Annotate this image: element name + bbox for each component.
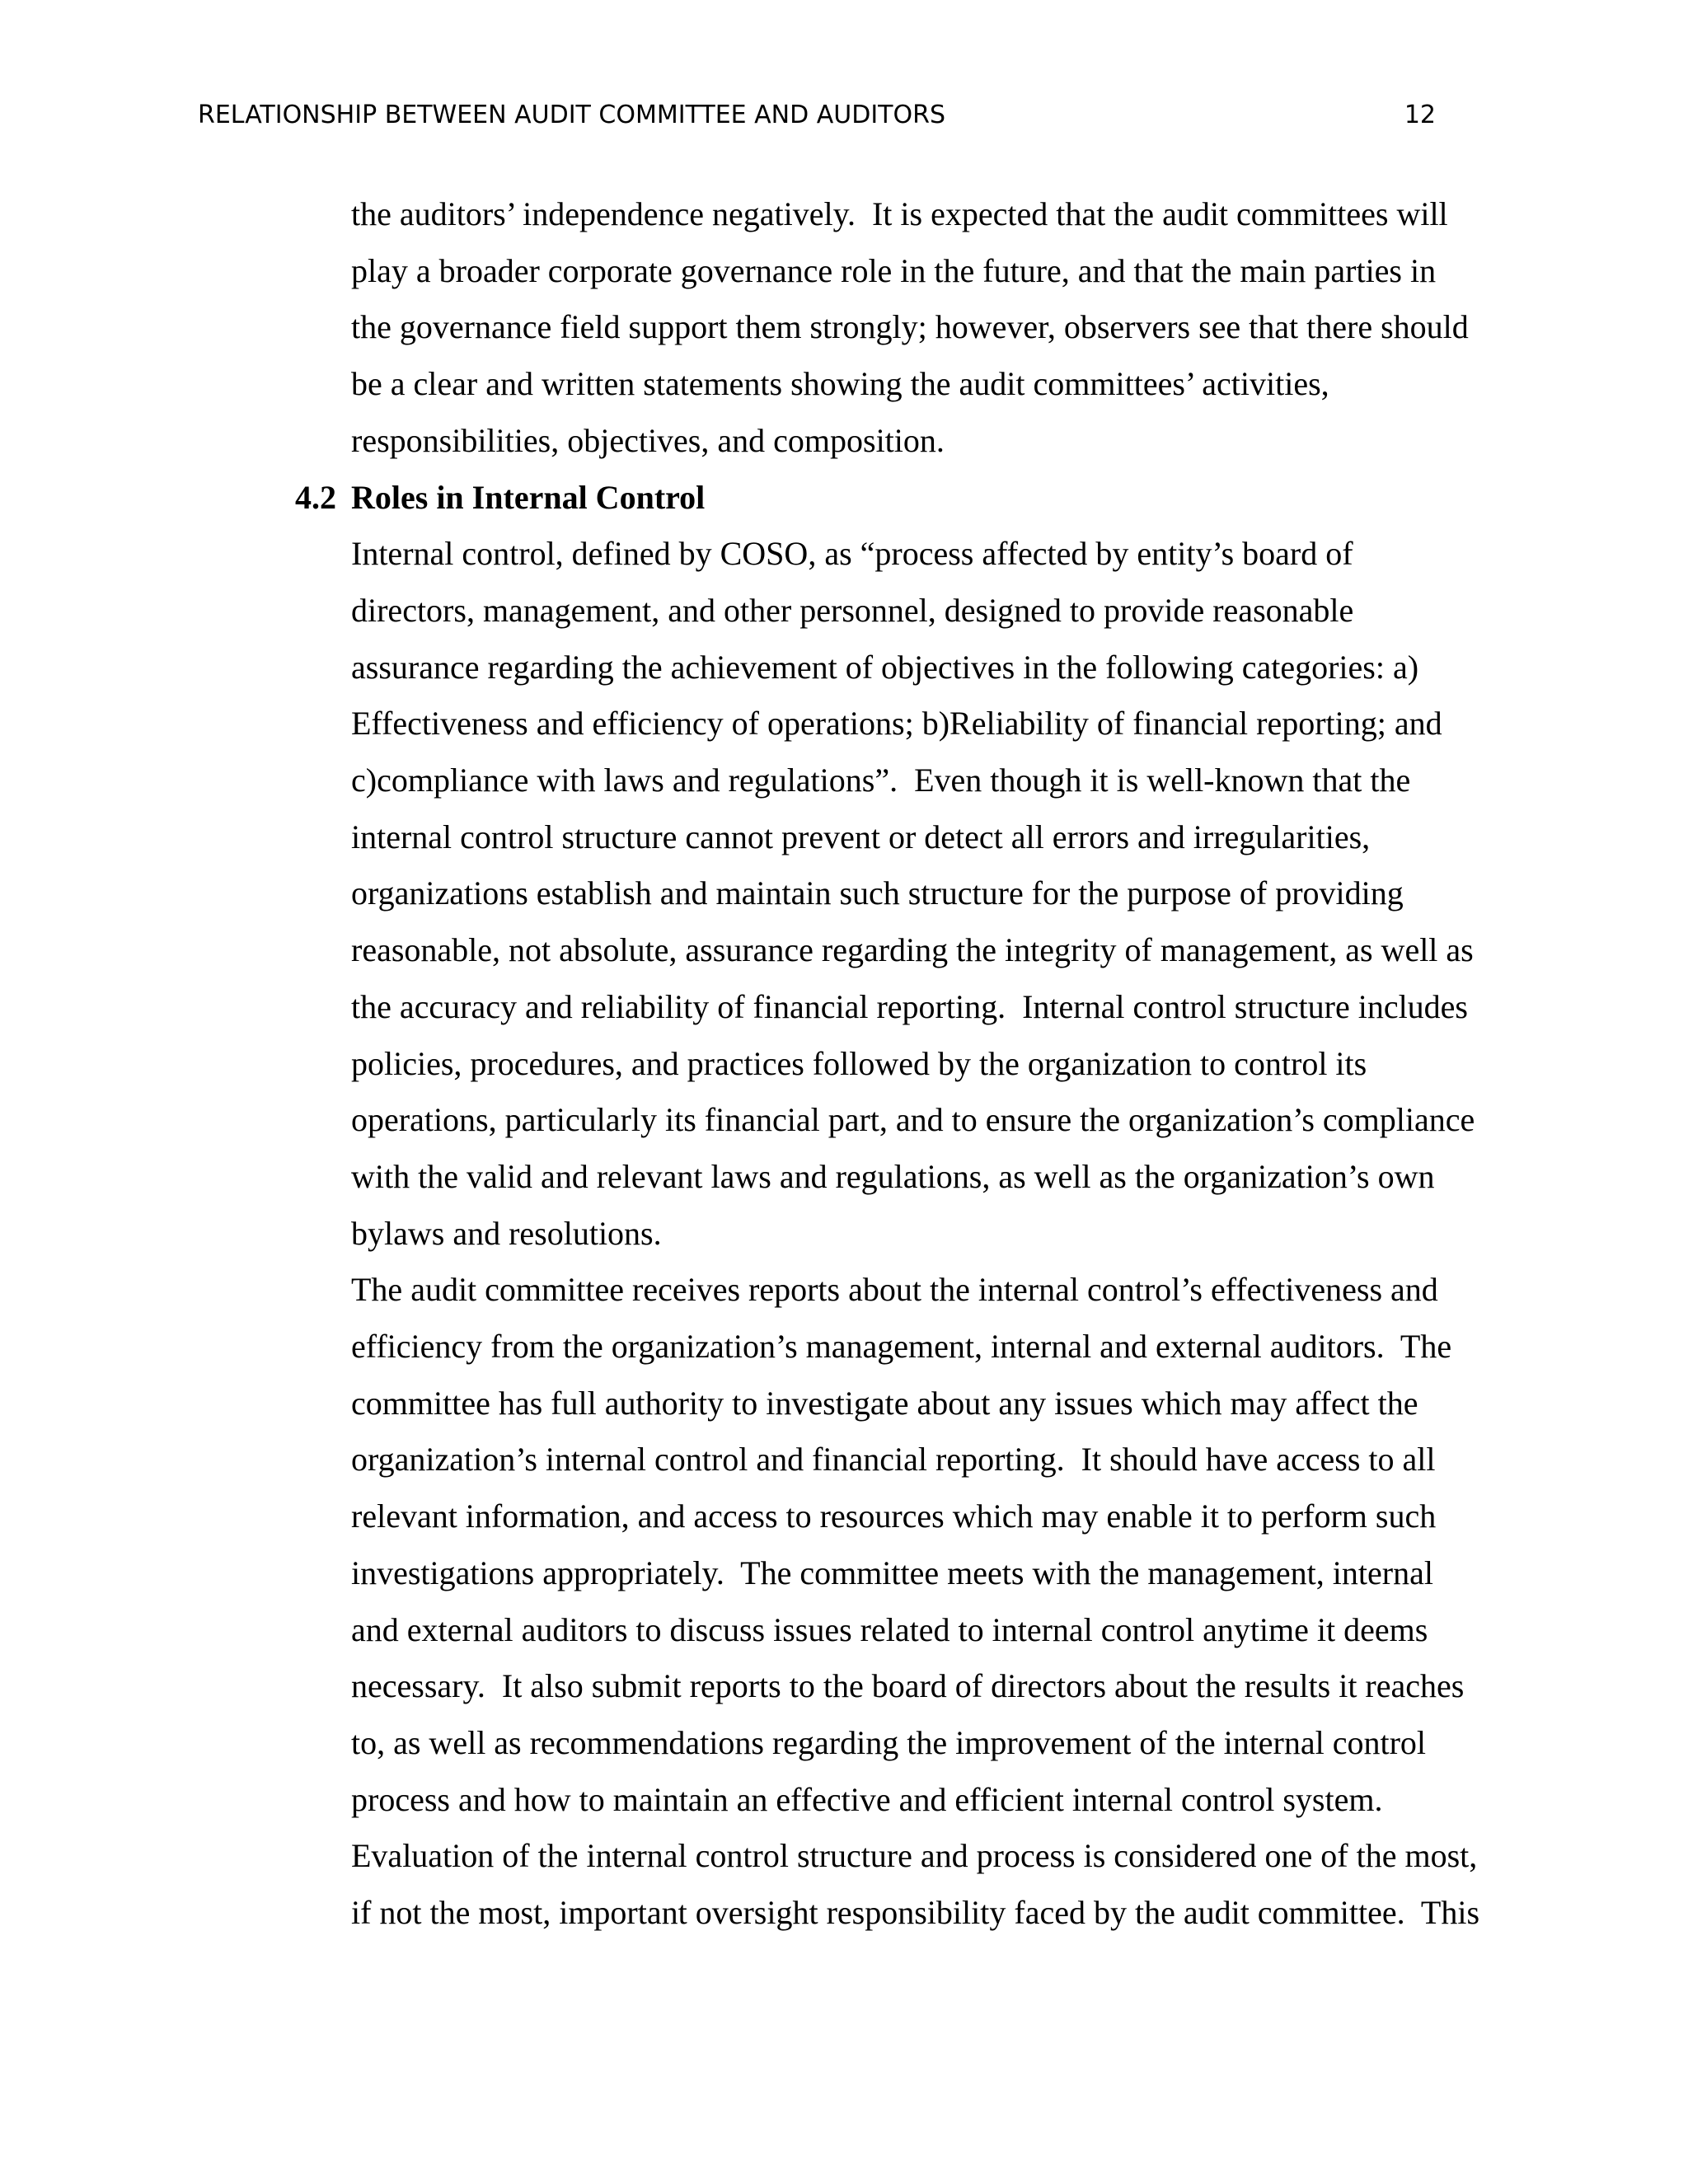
text-line: process and how to maintain an effective and efficient internal control system.: [351, 1780, 1383, 1818]
page-number: 12: [1404, 101, 1436, 129]
text-line: efficiency from the organization’s management, internal and external auditors. The: [351, 1328, 1452, 1366]
text-line: to, as well as recommendations regarding the improvement of the internal control: [351, 1723, 1427, 1761]
text-line: necessary. It also submit reports to the board of directors about the results it reaches: [351, 1667, 1465, 1705]
text-line: c)compliance with laws and regulations”. Even though it is well-known that the: [351, 762, 1411, 799]
text-line: the auditors’ independence negatively. It is expected that the audit committees will: [351, 195, 1448, 232]
text-line: policies, procedures, and practices followed by the organization to control its: [351, 1044, 1367, 1082]
section-number: 4.2: [295, 478, 336, 516]
text-line: and external auditors to discuss issues related to internal control anytime it deems: [351, 1610, 1428, 1648]
text-line: assurance regarding the achievement of objectives in the following categories: a): [351, 648, 1419, 686]
text-line: responsibilities, objectives, and composition.: [351, 421, 945, 459]
text-line: reasonable, not absolute, assurance regarding the integrity of management, as well as: [351, 931, 1474, 969]
intro-paragraph: [351, 186, 1489, 470]
text-line: the governance field support them strongly; however, observers see that there should: [351, 308, 1469, 346]
text-line: Evaluation of the internal control structure and process is considered one of the most,: [351, 1837, 1478, 1875]
text-line: organizations establish and maintain such structure for the purpose of providing: [351, 874, 1404, 912]
text-line: the accuracy and reliability of financial reporting. Internal control structure includes: [351, 987, 1468, 1025]
text-line: if not the most, important oversight responsibility faced by the audit committee. This: [351, 1894, 1480, 1932]
text-line: Internal control, defined by COSO, as “process affected by entity’s board of: [351, 535, 1353, 573]
running-head: RELATIONSHIP BETWEEN AUDIT COMMITTEE AND AUDITORS: [198, 101, 946, 129]
text-line: relevant information, and access to resources which may enable it to perform such: [351, 1497, 1437, 1535]
text-line: The audit committee receives reports about the internal control’s effectiveness and: [351, 1271, 1438, 1309]
text-line: committee has full authority to investigate about any issues which may affect the: [351, 1384, 1418, 1422]
text-line: directors, management, and other personnel, designed to provide reasonable: [351, 591, 1354, 629]
document-body: [295, 186, 1489, 1942]
paragraph-internal-control-definition: [351, 526, 1489, 1262]
section-heading: [295, 470, 1489, 527]
text-line: with the valid and relevant laws and regulations, as well as the organization’s own: [351, 1157, 1435, 1195]
text-line: bylaws and resolutions.: [351, 1214, 662, 1252]
paragraph-audit-committee-reports: [351, 1262, 1489, 1941]
text-line: organization’s internal control and financial reporting. It should have access to all: [351, 1441, 1436, 1479]
text-line: investigations appropriately. The committee meets with the management, internal: [351, 1554, 1433, 1591]
section-title: Roles in Internal Control: [351, 478, 706, 516]
text-line: operations, particularly its financial part, and to ensure the organization’s compliance: [351, 1101, 1475, 1139]
text-line: Effectiveness and efficiency of operations; b)Reliability of financial reporting; and: [351, 705, 1442, 743]
text-line: internal control structure cannot prevent or detect all errors and irregularities,: [351, 818, 1371, 855]
text-line: play a broader corporate governance role in the future, and that the main parties in: [351, 251, 1437, 289]
text-line: be a clear and written statements showing the audit committees’ activities,: [351, 365, 1329, 403]
